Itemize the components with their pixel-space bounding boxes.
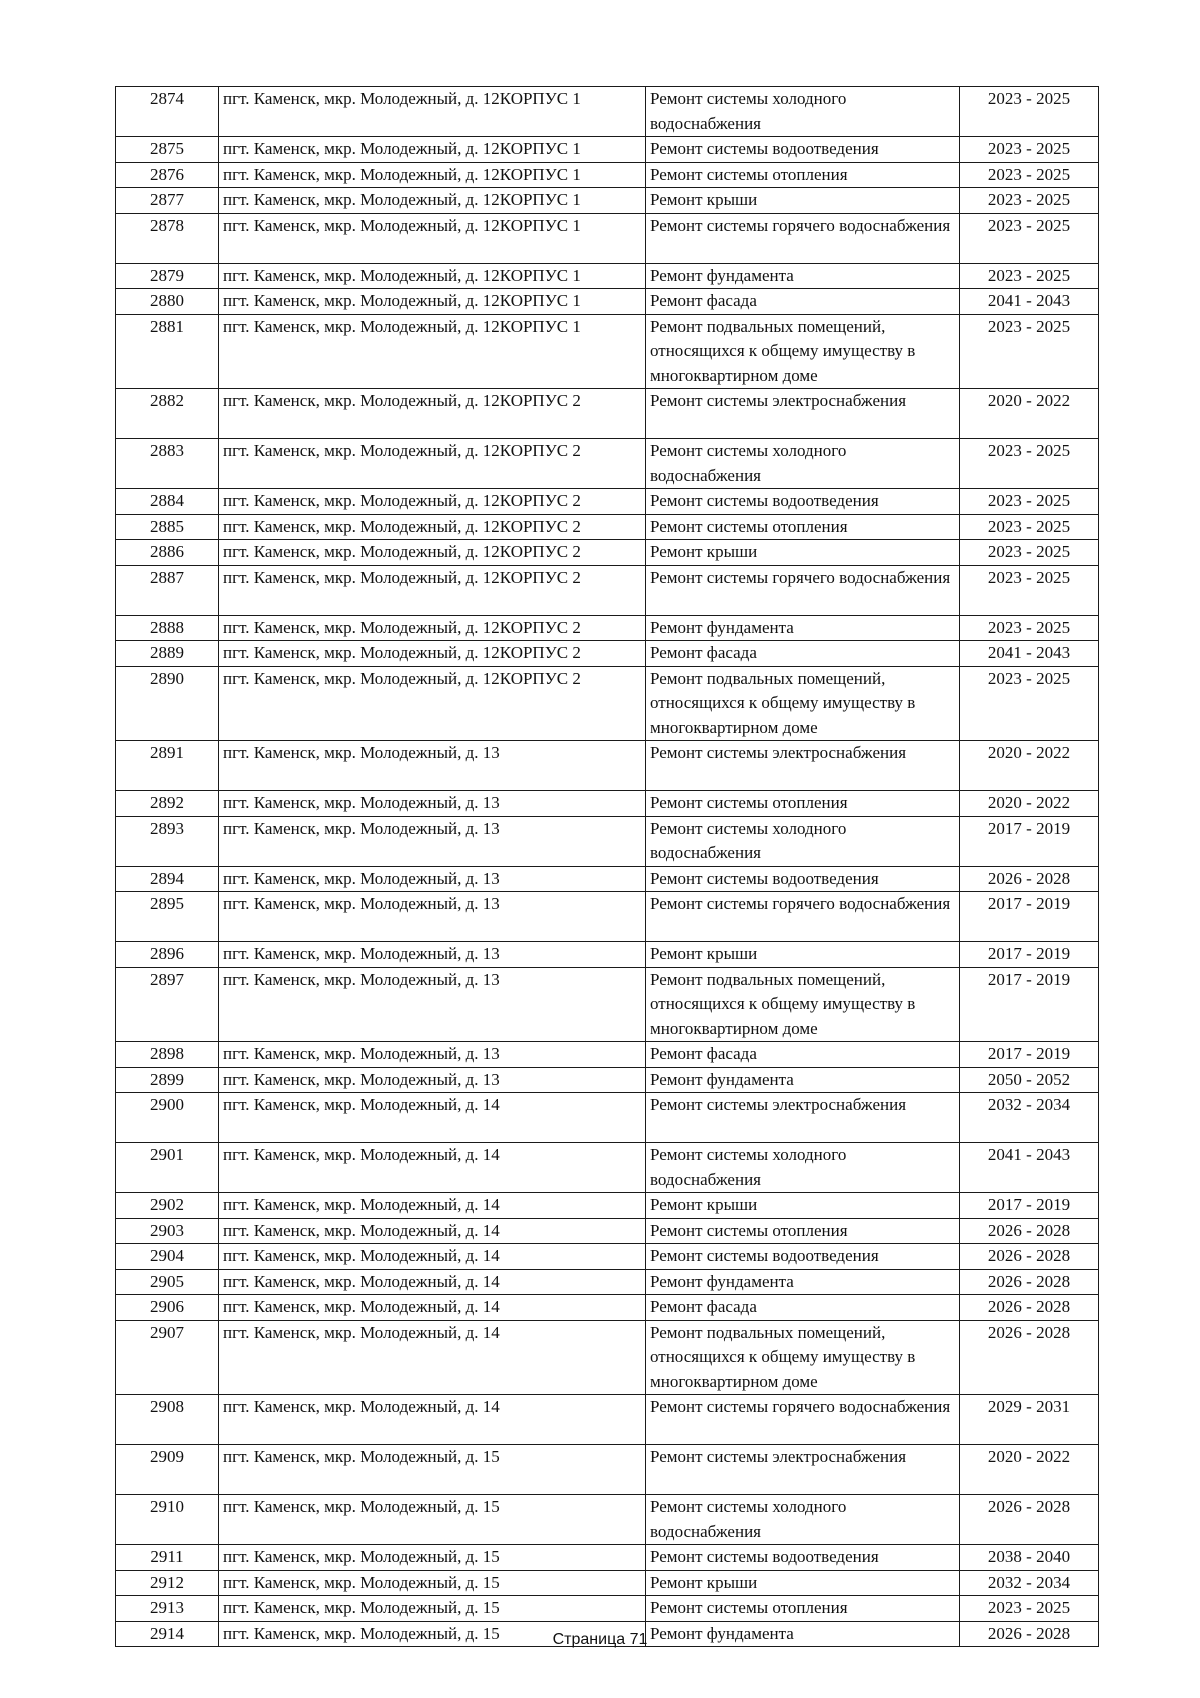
period-cell: 2026 - 2028 bbox=[960, 1218, 1099, 1244]
address-cell: пгт. Каменск, мкр. Молодежный, д. 12КОРПУС 1 bbox=[219, 188, 646, 214]
table-row bbox=[116, 942, 1099, 968]
table-row bbox=[116, 1495, 1099, 1545]
period-cell: 2023 - 2025 bbox=[960, 188, 1099, 214]
row-number-cell: 2914 bbox=[116, 1621, 219, 1647]
row-number-cell: 2905 bbox=[116, 1269, 219, 1295]
period-cell: 2023 - 2025 bbox=[960, 263, 1099, 289]
row-number-cell: 2886 bbox=[116, 540, 219, 566]
address-cell: пгт. Каменск, мкр. Молодежный, д. 13 bbox=[219, 1067, 646, 1093]
period-cell: 2023 - 2025 bbox=[960, 137, 1099, 163]
address-cell: пгт. Каменск, мкр. Молодежный, д. 14 bbox=[219, 1093, 646, 1143]
table-row bbox=[116, 162, 1099, 188]
period-cell: 2026 - 2028 bbox=[960, 1621, 1099, 1647]
row-number-cell: 2899 bbox=[116, 1067, 219, 1093]
table-row bbox=[116, 439, 1099, 489]
row-number-cell: 2877 bbox=[116, 188, 219, 214]
table-row bbox=[116, 892, 1099, 942]
work-type-cell: Ремонт фундамента bbox=[646, 1067, 960, 1093]
work-type-cell: Ремонт системы водоотведения bbox=[646, 866, 960, 892]
period-cell: 2041 - 2043 bbox=[960, 289, 1099, 315]
period-cell: 2017 - 2019 bbox=[960, 1042, 1099, 1068]
row-number-cell: 2880 bbox=[116, 289, 219, 315]
work-type-cell: Ремонт крыши bbox=[646, 188, 960, 214]
work-type-cell: Ремонт крыши bbox=[646, 540, 960, 566]
period-cell: 2026 - 2028 bbox=[960, 1320, 1099, 1395]
row-number-cell: 2885 bbox=[116, 514, 219, 540]
work-type-cell: Ремонт системы электроснабжения bbox=[646, 389, 960, 439]
row-number-cell: 2907 bbox=[116, 1320, 219, 1395]
work-type-cell: Ремонт крыши bbox=[646, 1570, 960, 1596]
row-number-cell: 2884 bbox=[116, 489, 219, 515]
period-cell: 2023 - 2025 bbox=[960, 1596, 1099, 1622]
period-cell: 2023 - 2025 bbox=[960, 540, 1099, 566]
table-row bbox=[116, 565, 1099, 615]
period-cell: 2023 - 2025 bbox=[960, 565, 1099, 615]
address-cell: пгт. Каменск, мкр. Молодежный, д. 13 bbox=[219, 866, 646, 892]
row-number-cell: 2875 bbox=[116, 137, 219, 163]
table-row bbox=[116, 1395, 1099, 1445]
work-type-cell: Ремонт системы отопления bbox=[646, 1596, 960, 1622]
row-number-cell: 2898 bbox=[116, 1042, 219, 1068]
table-row bbox=[116, 615, 1099, 641]
table-row bbox=[116, 87, 1099, 137]
table-row bbox=[116, 1193, 1099, 1219]
work-type-cell: Ремонт системы горячего водоснабжения bbox=[646, 213, 960, 263]
period-cell: 2020 - 2022 bbox=[960, 741, 1099, 791]
address-cell: пгт. Каменск, мкр. Молодежный, д. 13 bbox=[219, 1042, 646, 1068]
table-row bbox=[116, 1042, 1099, 1068]
address-cell: пгт. Каменск, мкр. Молодежный, д. 12КОРПУС 1 bbox=[219, 87, 646, 137]
work-type-cell: Ремонт фундамента bbox=[646, 615, 960, 641]
table-row bbox=[116, 1320, 1099, 1395]
table-row bbox=[116, 489, 1099, 515]
row-number-cell: 2902 bbox=[116, 1193, 219, 1219]
period-cell: 2026 - 2028 bbox=[960, 866, 1099, 892]
row-number-cell: 2900 bbox=[116, 1093, 219, 1143]
row-number-cell: 2891 bbox=[116, 741, 219, 791]
period-cell: 2023 - 2025 bbox=[960, 439, 1099, 489]
row-number-cell: 2879 bbox=[116, 263, 219, 289]
address-cell: пгт. Каменск, мкр. Молодежный, д. 12КОРПУС 2 bbox=[219, 565, 646, 615]
address-cell: пгт. Каменск, мкр. Молодежный, д. 14 bbox=[219, 1218, 646, 1244]
work-type-cell: Ремонт фундамента bbox=[646, 263, 960, 289]
table-row bbox=[116, 1545, 1099, 1571]
period-cell: 2050 - 2052 bbox=[960, 1067, 1099, 1093]
row-number-cell: 2895 bbox=[116, 892, 219, 942]
work-type-cell: Ремонт фасада bbox=[646, 289, 960, 315]
work-type-cell: Ремонт системы горячего водоснабжения bbox=[646, 1395, 960, 1445]
period-cell: 2020 - 2022 bbox=[960, 389, 1099, 439]
period-cell: 2026 - 2028 bbox=[960, 1244, 1099, 1270]
period-cell: 2032 - 2034 bbox=[960, 1570, 1099, 1596]
work-type-cell: Ремонт фасада bbox=[646, 641, 960, 667]
table-row bbox=[116, 641, 1099, 667]
row-number-cell: 2913 bbox=[116, 1596, 219, 1622]
table-row bbox=[116, 1570, 1099, 1596]
period-cell: 2026 - 2028 bbox=[960, 1295, 1099, 1321]
table-row bbox=[116, 1295, 1099, 1321]
table-row bbox=[116, 967, 1099, 1042]
work-type-cell: Ремонт системы отопления bbox=[646, 162, 960, 188]
address-cell: пгт. Каменск, мкр. Молодежный, д. 13 bbox=[219, 791, 646, 817]
table-row bbox=[116, 1244, 1099, 1270]
row-number-cell: 2881 bbox=[116, 314, 219, 389]
row-number-cell: 2901 bbox=[116, 1143, 219, 1193]
work-type-cell: Ремонт подвальных помещений, относящихся к общему имуществу в многоквартирном доме bbox=[646, 967, 960, 1042]
table-row bbox=[116, 1218, 1099, 1244]
table-row bbox=[116, 213, 1099, 263]
address-cell: пгт. Каменск, мкр. Молодежный, д. 15 bbox=[219, 1570, 646, 1596]
address-cell: пгт. Каменск, мкр. Молодежный, д. 14 bbox=[219, 1395, 646, 1445]
period-cell: 2032 - 2034 bbox=[960, 1093, 1099, 1143]
row-number-cell: 2874 bbox=[116, 87, 219, 137]
table-row bbox=[116, 1269, 1099, 1295]
table-row bbox=[116, 314, 1099, 389]
work-type-cell: Ремонт крыши bbox=[646, 1193, 960, 1219]
period-cell: 2023 - 2025 bbox=[960, 314, 1099, 389]
period-cell: 2026 - 2028 bbox=[960, 1495, 1099, 1545]
work-type-cell: Ремонт системы электроснабжения bbox=[646, 1445, 960, 1495]
address-cell: пгт. Каменск, мкр. Молодежный, д. 12КОРПУС 1 bbox=[219, 213, 646, 263]
work-type-cell: Ремонт системы отопления bbox=[646, 514, 960, 540]
table-row bbox=[116, 1445, 1099, 1495]
work-type-cell: Ремонт фундамента bbox=[646, 1621, 960, 1647]
address-cell: пгт. Каменск, мкр. Молодежный, д. 12КОРПУС 1 bbox=[219, 289, 646, 315]
address-cell: пгт. Каменск, мкр. Молодежный, д. 12КОРПУС 1 bbox=[219, 263, 646, 289]
period-cell: 2038 - 2040 bbox=[960, 1545, 1099, 1571]
work-type-cell: Ремонт фундамента bbox=[646, 1269, 960, 1295]
address-cell: пгт. Каменск, мкр. Молодежный, д. 15 bbox=[219, 1495, 646, 1545]
table-row bbox=[116, 514, 1099, 540]
work-type-cell: Ремонт системы холодного водоснабжения bbox=[646, 816, 960, 866]
row-number-cell: 2892 bbox=[116, 791, 219, 817]
work-type-cell: Ремонт системы электроснабжения bbox=[646, 741, 960, 791]
row-number-cell: 2909 bbox=[116, 1445, 219, 1495]
period-cell: 2017 - 2019 bbox=[960, 892, 1099, 942]
work-type-cell: Ремонт системы электроснабжения bbox=[646, 1093, 960, 1143]
table-row bbox=[116, 1143, 1099, 1193]
table-row bbox=[116, 389, 1099, 439]
row-number-cell: 2893 bbox=[116, 816, 219, 866]
work-type-cell: Ремонт системы горячего водоснабжения bbox=[646, 565, 960, 615]
table-row bbox=[116, 816, 1099, 866]
period-cell: 2023 - 2025 bbox=[960, 162, 1099, 188]
period-cell: 2023 - 2025 bbox=[960, 666, 1099, 741]
address-cell: пгт. Каменск, мкр. Молодежный, д. 14 bbox=[219, 1193, 646, 1219]
address-cell: пгт. Каменск, мкр. Молодежный, д. 12КОРПУС 1 bbox=[219, 162, 646, 188]
work-type-cell: Ремонт системы холодного водоснабжения bbox=[646, 1143, 960, 1193]
work-type-cell: Ремонт фасада bbox=[646, 1042, 960, 1068]
repair-schedule-table bbox=[115, 86, 1099, 1647]
period-cell: 2017 - 2019 bbox=[960, 967, 1099, 1042]
address-cell: пгт. Каменск, мкр. Молодежный, д. 12КОРПУС 2 bbox=[219, 489, 646, 515]
work-type-cell: Ремонт системы водоотведения bbox=[646, 1244, 960, 1270]
row-number-cell: 2889 bbox=[116, 641, 219, 667]
table-row bbox=[116, 137, 1099, 163]
table-row bbox=[116, 263, 1099, 289]
address-cell: пгт. Каменск, мкр. Молодежный, д. 12КОРПУС 2 bbox=[219, 666, 646, 741]
address-cell: пгт. Каменск, мкр. Молодежный, д. 14 bbox=[219, 1143, 646, 1193]
period-cell: 2017 - 2019 bbox=[960, 1193, 1099, 1219]
address-cell: пгт. Каменск, мкр. Молодежный, д. 14 bbox=[219, 1320, 646, 1395]
row-number-cell: 2894 bbox=[116, 866, 219, 892]
row-number-cell: 2897 bbox=[116, 967, 219, 1042]
period-cell: 2023 - 2025 bbox=[960, 213, 1099, 263]
period-cell: 2017 - 2019 bbox=[960, 942, 1099, 968]
work-type-cell: Ремонт системы водоотведения bbox=[646, 137, 960, 163]
work-type-cell: Ремонт подвальных помещений, относящихся к общему имуществу в многоквартирном доме bbox=[646, 666, 960, 741]
work-type-cell: Ремонт системы водоотведения bbox=[646, 1545, 960, 1571]
address-cell: пгт. Каменск, мкр. Молодежный, д. 12КОРПУС 2 bbox=[219, 439, 646, 489]
address-cell: пгт. Каменск, мкр. Молодежный, д. 12КОРПУС 1 bbox=[219, 137, 646, 163]
address-cell: пгт. Каменск, мкр. Молодежный, д. 14 bbox=[219, 1244, 646, 1270]
work-type-cell: Ремонт подвальных помещений, относящихся к общему имуществу в многоквартирном доме bbox=[646, 1320, 960, 1395]
row-number-cell: 2912 bbox=[116, 1570, 219, 1596]
period-cell: 2020 - 2022 bbox=[960, 791, 1099, 817]
table-row bbox=[116, 289, 1099, 315]
address-cell: пгт. Каменск, мкр. Молодежный, д. 14 bbox=[219, 1269, 646, 1295]
page-number: Страница 71 bbox=[552, 1631, 648, 1648]
work-type-cell: Ремонт системы горячего водоснабжения bbox=[646, 892, 960, 942]
address-cell: пгт. Каменск, мкр. Молодежный, д. 13 bbox=[219, 816, 646, 866]
row-number-cell: 2906 bbox=[116, 1295, 219, 1321]
work-type-cell: Ремонт крыши bbox=[646, 942, 960, 968]
work-type-cell: Ремонт системы холодного водоснабжения bbox=[646, 87, 960, 137]
address-cell: пгт. Каменск, мкр. Молодежный, д. 12КОРПУС 2 bbox=[219, 540, 646, 566]
table-row bbox=[116, 188, 1099, 214]
period-cell: 2017 - 2019 bbox=[960, 816, 1099, 866]
address-cell: пгт. Каменск, мкр. Молодежный, д. 13 bbox=[219, 942, 646, 968]
period-cell: 2023 - 2025 bbox=[960, 489, 1099, 515]
address-cell: пгт. Каменск, мкр. Молодежный, д. 12КОРПУС 2 bbox=[219, 615, 646, 641]
row-number-cell: 2903 bbox=[116, 1218, 219, 1244]
table-row bbox=[116, 540, 1099, 566]
address-cell: пгт. Каменск, мкр. Молодежный, д. 15 bbox=[219, 1621, 646, 1647]
address-cell: пгт. Каменск, мкр. Молодежный, д. 15 bbox=[219, 1445, 646, 1495]
period-cell: 2029 - 2031 bbox=[960, 1395, 1099, 1445]
address-cell: пгт. Каменск, мкр. Молодежный, д. 12КОРПУС 2 bbox=[219, 514, 646, 540]
table-row bbox=[116, 866, 1099, 892]
address-cell: пгт. Каменск, мкр. Молодежный, д. 15 bbox=[219, 1596, 646, 1622]
period-cell: 2041 - 2043 bbox=[960, 641, 1099, 667]
work-type-cell: Ремонт системы водоотведения bbox=[646, 489, 960, 515]
table-row bbox=[116, 1093, 1099, 1143]
row-number-cell: 2890 bbox=[116, 666, 219, 741]
row-number-cell: 2911 bbox=[116, 1545, 219, 1571]
period-cell: 2026 - 2028 bbox=[960, 1269, 1099, 1295]
address-cell: пгт. Каменск, мкр. Молодежный, д. 12КОРПУС 1 bbox=[219, 314, 646, 389]
row-number-cell: 2887 bbox=[116, 565, 219, 615]
table-row bbox=[116, 1067, 1099, 1093]
row-number-cell: 2908 bbox=[116, 1395, 219, 1445]
work-type-cell: Ремонт подвальных помещений, относящихся к общему имуществу в многоквартирном доме bbox=[646, 314, 960, 389]
row-number-cell: 2878 bbox=[116, 213, 219, 263]
period-cell: 2023 - 2025 bbox=[960, 514, 1099, 540]
row-number-cell: 2896 bbox=[116, 942, 219, 968]
row-number-cell: 2888 bbox=[116, 615, 219, 641]
row-number-cell: 2882 bbox=[116, 389, 219, 439]
address-cell: пгт. Каменск, мкр. Молодежный, д. 13 bbox=[219, 741, 646, 791]
work-type-cell: Ремонт системы холодного водоснабжения bbox=[646, 439, 960, 489]
address-cell: пгт. Каменск, мкр. Молодежный, д. 15 bbox=[219, 1545, 646, 1571]
work-type-cell: Ремонт системы отопления bbox=[646, 791, 960, 817]
work-type-cell: Ремонт системы холодного водоснабжения bbox=[646, 1495, 960, 1545]
period-cell: 2020 - 2022 bbox=[960, 1445, 1099, 1495]
period-cell: 2041 - 2043 bbox=[960, 1143, 1099, 1193]
table-row bbox=[116, 791, 1099, 817]
address-cell: пгт. Каменск, мкр. Молодежный, д. 12КОРПУС 2 bbox=[219, 389, 646, 439]
table-row bbox=[116, 666, 1099, 741]
work-type-cell: Ремонт системы отопления bbox=[646, 1218, 960, 1244]
address-cell: пгт. Каменск, мкр. Молодежный, д. 12КОРПУС 2 bbox=[219, 641, 646, 667]
table-row bbox=[116, 741, 1099, 791]
row-number-cell: 2904 bbox=[116, 1244, 219, 1270]
period-cell: 2023 - 2025 bbox=[960, 87, 1099, 137]
table-row bbox=[116, 1596, 1099, 1622]
work-type-cell: Ремонт фасада bbox=[646, 1295, 960, 1321]
address-cell: пгт. Каменск, мкр. Молодежный, д. 13 bbox=[219, 967, 646, 1042]
period-cell: 2023 - 2025 bbox=[960, 615, 1099, 641]
address-cell: пгт. Каменск, мкр. Молодежный, д. 13 bbox=[219, 892, 646, 942]
row-number-cell: 2883 bbox=[116, 439, 219, 489]
row-number-cell: 2910 bbox=[116, 1495, 219, 1545]
address-cell: пгт. Каменск, мкр. Молодежный, д. 14 bbox=[219, 1295, 646, 1321]
table-body bbox=[116, 87, 1099, 1647]
row-number-cell: 2876 bbox=[116, 162, 219, 188]
